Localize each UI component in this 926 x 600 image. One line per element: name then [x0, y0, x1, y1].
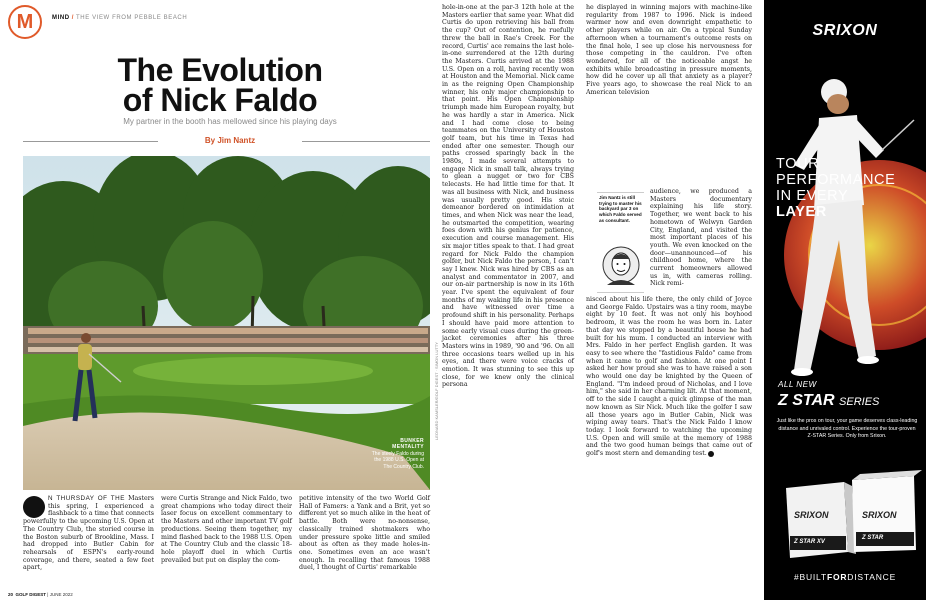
- section-kicker: MIND / THE VIEW FROM PEBBLE BEACH: [52, 15, 188, 21]
- ad-model-name: Z STAR: [778, 392, 835, 409]
- ad-hashtag-part-3: DISTANCE: [847, 572, 897, 582]
- section-badge: [8, 5, 42, 39]
- golf-course-illustration: [23, 156, 430, 490]
- byline: By Jim Nantz: [204, 136, 256, 145]
- ball-box-label-2: Z STAR XV: [794, 539, 825, 545]
- ball-box-label-1: SRIXON: [794, 510, 829, 520]
- end-mark-icon: [708, 451, 714, 457]
- column-5-wrap: audience, we produced a Masters documentary explaining his life story. Together, we went back to his hometown of Welwyn Garden City, England, and visited the most important places of his youth. We even knocked on the door—unannounced—of his childhood home, where the current homeowners allowed us in, with cameras rolling. Nick remi-: [650, 188, 752, 288]
- ad-hashtag-part-2: FOR: [826, 572, 848, 582]
- dropcap: [23, 496, 45, 518]
- column-5-bottom: [586, 296, 752, 458]
- column-5-top: he displayed in winning majors with machine-like regularity from 1987 to 1996. Nick is indeed warmer now and even downright empathetic to other players while on air. On a typical Sunday afternoon when a tournament's outcome rests on the final hole, I see up close his nervousness for those competing in the cauldron. I've often wondered, for all of the noticeable angst he exhibits while broadcasting in pressure moments, how did he cover up all that anxiety as a player? Five years ago, to showcase the real Nick to an American television: [586, 4, 752, 96]
- hero-photo: [23, 156, 430, 490]
- issue-date: JUNE 2022: [49, 592, 73, 597]
- article-dek: My partner in the booth has mellowed since his playing days: [123, 117, 337, 126]
- column-4: hole-in-one at the par-3 12th hole at the Masters earlier that same year. What did Curtis do upon retrieving his ball from the cup? Out of contention, he ruefully threw the ball in Rae's Creek. For the record, Curtis' ace remains the last hole-in-one surrendered at the 12th during the Masters. Curtis arrived at the 1988 U.S. Open on a roll, having recently won at Houston and the Memorial. Nick came in as the reigning Open Championship winner, his only major championship to that point. His Open Championship triumph made him European royalty, but he was hardly a star in America. Nick and I had come close to being teammates on the University of Houston golf team, but his time in Texas had ended after one semester. Though our paths crossed sparingly back in the 1980s, I made several attempts to engage Nick in small talk, always trying to glean a nugget or two for CBS telecasts. He had little time for that. It was all business with Nick, and business was usually pretty good. His stoic demeanor bordered on intimidation at times, and when Nick was near the lead, he outsmarted the competition, wearing foes down with his genius for patience, execution and course management. His six major titles speak to that. I had great regard for Nick Faldo the champion golfer, but Nick Faldo the person, I can't say I knew. Nick was hired by CBS as an analyst and commentator in 2007, and our on-air partnership is now in its 16th year. I've spent the equivalent of four months of my waking life in his presence and have witnessed over time a profound shift in his personality. Perhaps I should have paid more attention to some early visual cues during the green-jacket ceremonies after his three Masters wins in 1989, '90 and '96. On all three occasions tears welled up in his eyes, and there were voice cracks of emotion. It was stunning to see this up close, for we knew only the clinical persona: [442, 4, 574, 389]
- column-1-text: Masters this spring, I experienced a flashback to a time that connects powerfully to the upcoming U.S. Open at The Country Club, the storied course in the Boston suburb of Brookline, Mass. I had dropped into Butler Cabin for rehearsals of ESPN's early-round coverage, and there, seated a few feet apart,: [23, 495, 155, 572]
- ad-body-copy: Just like the pros on tour, your game deserves class-leading distance and unrivaled control. Experience the tour-proven Z-STAR Series. Only from Srixon.: [776, 418, 918, 440]
- author-note: Jim Nantz is still trying to master his backyard par 3 on which Faldo served as consultant.: [599, 195, 642, 223]
- ball-box-label-4: Z STAR: [862, 535, 884, 541]
- srixon-advertisement: [764, 0, 926, 600]
- ad-model-series: SERIES: [839, 396, 880, 408]
- photo-credit: LEONARD KAMSLER/GOLF DIGEST · SIMON LUTTY: [434, 342, 439, 440]
- magazine-name: GOLF DIGEST: [15, 592, 47, 597]
- column-3: petitive intensity of the two World Golf Hall of Famers: a Yank and a Brit, yet so different yet so much alike in the heat of battle. Both were no-nonsense, classically trained shotmakers who under pressure spoke little and smiled about as often as they made holes-in-one. Sometimes even an ace wasn't enough. In recalling that famous 1988 duel, I thought of Curtis' remarkable: [299, 495, 430, 572]
- ad-brand-logo: SRIXON: [812, 22, 878, 39]
- column-5-bottom-text: nisced about his life there, the only child of Joyce and George Faldo. Upstairs was a tiny room, maybe eight by 10 feet. It was not only his boyhood bedroom, it was the room he was born in. Later that day we stopped by a beautiful house he had built for his mum. I conducted an interview with Mrs. Faldo in her perfect English garden. It was easy to see where the "fastidious Faldo" came from when it came to golf and fashion. At one point I asked her how proud she was to have raised a son who would one day be knighted by the Queen of England. "I'm indeed proud of Nicholas, and I love him," she said in her charming lilt. At that moment, off to the side I caught a quick glimpse of the man now known as Sir Nick. Much like the golfer I saw all those years ago in Butler Cabin, Nick was wiping away tears. That's the Nick Faldo I know today. I look forward to watching the upcoming U.S. Open and will smile at the memory of 1988 and the two good human beings that came out of golf's most stern and demanding test.: [586, 296, 752, 458]
- page-number: 20: [8, 592, 14, 597]
- byline-rule-right: [302, 141, 430, 142]
- author-portrait-icon: [601, 245, 641, 289]
- caption-heading: BUNKER MENTALITY: [392, 437, 424, 451]
- ad-model: [778, 392, 879, 410]
- page-footer: 20 GOLF DIGEST | JUNE 2022: [8, 592, 73, 597]
- column-2: were Curtis Strange and Nick Faldo, two great champions who today direct their laser focus on excellent commentary to the Masters and other important TV golf productions. Seeing them together, my mind flashed back to the 1988 U.S. Open at The Country Club and the classic 18-hole playoff duel in which Curtis prevailed but put on display the com-: [161, 495, 292, 564]
- lead-in: N THURSDAY OF THE: [48, 495, 125, 502]
- ad-all-new: ALL NEW: [778, 380, 817, 389]
- ad-headline: [776, 156, 895, 220]
- section-badge-letter: M: [16, 11, 34, 33]
- title-line-2: of Nick Faldo: [122, 82, 318, 118]
- photo-caption: [370, 438, 424, 470]
- ad-hashtag-part-1: #BUILT: [793, 572, 827, 582]
- ad-artwork: [764, 0, 926, 600]
- caption-text: The steely Faldo during the 1988 U.S. Open at The Country Club.: [371, 450, 424, 470]
- article-title: [30, 52, 410, 118]
- section-name: MIND: [52, 15, 70, 21]
- kicker-text: THE VIEW FROM PEBBLE BEACH: [76, 15, 188, 21]
- ball-box-label-3: SRIXON: [862, 510, 897, 520]
- ad-headline-line-4: LAYER: [776, 204, 827, 220]
- title-line-1: The Evolution: [117, 52, 323, 88]
- ad-headline-line-2: PERFORMANCE: [776, 172, 896, 188]
- ad-headline-line-1: TOUR: [776, 156, 820, 172]
- column-1: [23, 495, 154, 572]
- ad-headline-line-3: IN EVERY: [776, 188, 849, 204]
- ad-hashtag: [764, 572, 926, 582]
- author-sidebar: [597, 192, 644, 293]
